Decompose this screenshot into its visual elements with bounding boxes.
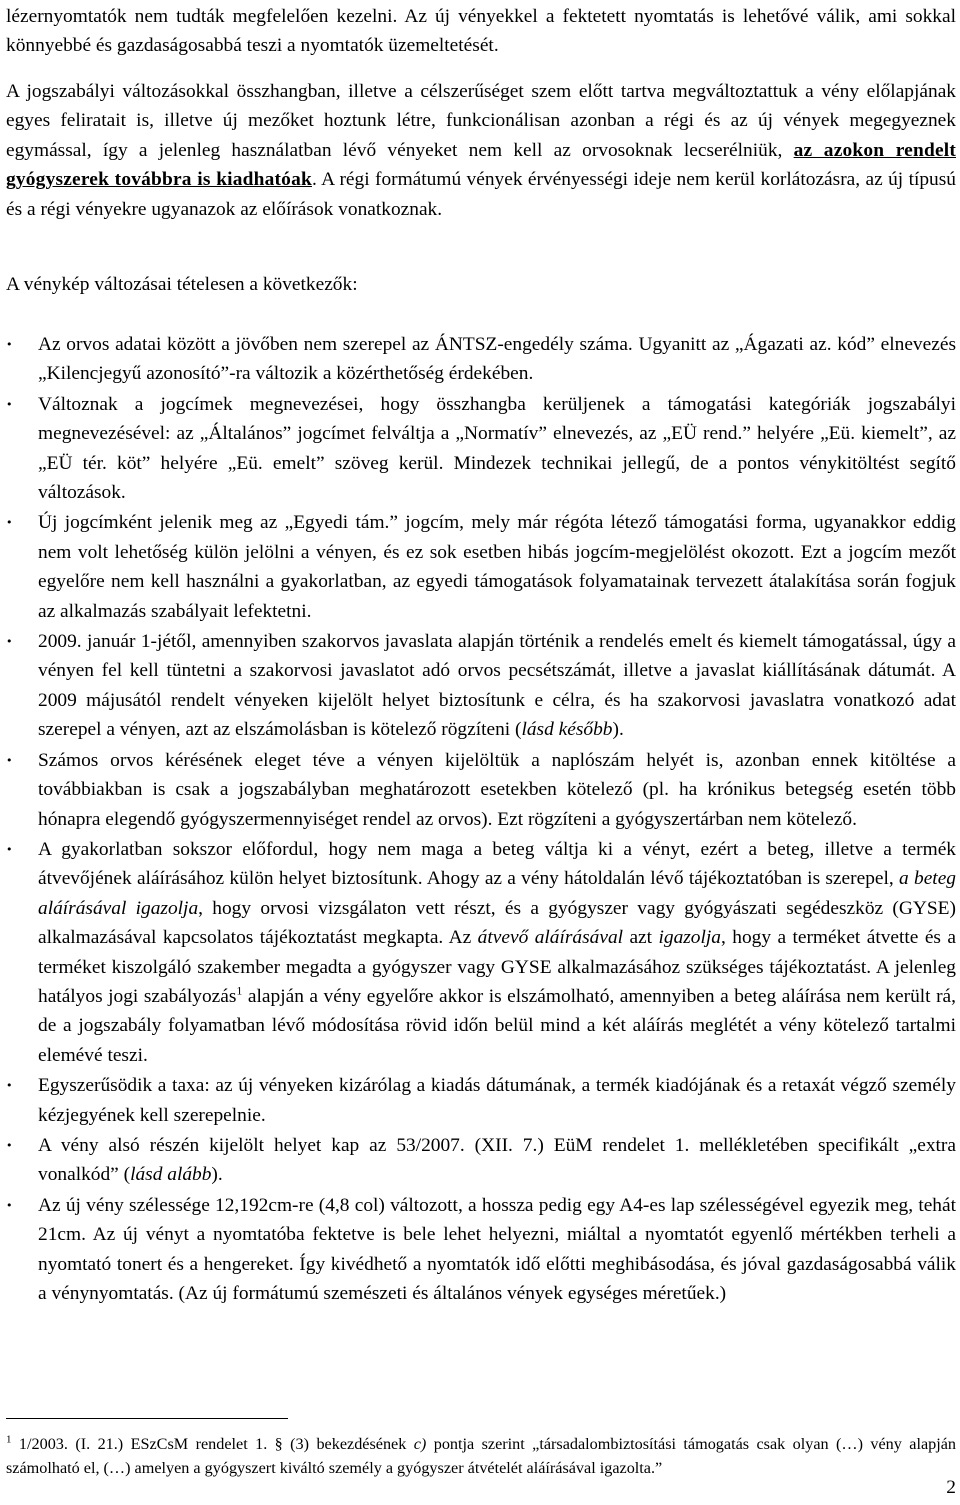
- list-item: • Egyszerűsödik a taxa: az új vényeken kizárólag a kiadás dátumának, a termék kiadójának és a retaxát végző személy kézjegyének kell szerepelnie.: [6, 1071, 956, 1130]
- list-item: • Számos orvos kérésének eleget téve a vényen kijelöltük a naplószám helyét is, azonban ennek kitöltése a továbbiakban is csak a jogszabályban meghatározott esetekben kötelező (pl. ha krónikus betegség esetén több hónapra elegendő gyógyszermennyiséget rendel az orvos). Ezt rögzíteni a gyógyszertárban nem kötelező.: [6, 746, 956, 834]
- list-item: • 2009. január 1-jétől, amennyiben szakorvos javaslata alapján történik a rendelés emelt és kiemelt támogatással, úgy a vényen fel kell tüntetni a szakorvosi javaslatot adó orvos pecsétszámát, illetve a javaslat kiállításának dátumát. A 2009 májusától rendelt vényeken kijelölt helyet biztosítunk e célra, és ha szakorvosi javaslatra vonatkozó adat szerepel a vényen, azt az elszámolásban is kötelező rögzíteni (lásd később).: [6, 627, 956, 745]
- footnote-number: 1: [6, 1433, 12, 1446]
- footnote-reference[interactable]: 1: [236, 983, 243, 998]
- bullet-icon: •: [6, 1198, 13, 1212]
- bullet-icon: •: [6, 753, 13, 767]
- bullet-icon: •: [6, 397, 13, 411]
- emphasized-phrase: az azokon rendelt gyógyszerek továbbra is kiadhatóak: [6, 139, 956, 191]
- changes-list: [6, 330, 956, 1309]
- list-item: • Új jogcímként jelenik meg az „Egyedi tám.” jogcím, mely már régóta létező támogatási forma, ugyanakkor eddig nem volt lehetőség külön jelölni a vényen, és ez sok esetben hibás jogcím-megjelölést okozott. Ezt a jogcím mezőt egyelőre nem kell használni a gyakorlatban, az egyedi támogatások folyamatainak tervezett átalakítása során fogjuk az alkalmazás szabályait lefektetni.: [6, 508, 956, 626]
- footnote: $^1$ 1/2003. (I. 21.) ESzCsM rendelet 1. § (3) bekezdésének c) pontja szerint „társadalombiztosítási támogatás csak olyan (…) vény alapján számolható el, (…) amelyen a gyógyszert kiváltó személy a gyógyszer átvételét aláírásával igazolta.”: [6, 1433, 956, 1477]
- paragraph-intro-continuation: lézernyomtatók nem tudták megfelelően kezelni. Az új vényekkel a fektetett nyomtatás is lehetővé válik, ami sokkal könnyebbé és gazdaságosabbá teszi a nyomtatók üzemeltetését.: [6, 6, 956, 57]
- paragraph-legal-changes: A jogszabályi változásokkal összhangban, illetve a célszerűséget szem előtt tartva megváltoztattuk a vény előlapjának egyes feliratait is, illetve új mezőket hoztunk létre, funkcionálisan azonban a régi és az új vények megegyeznek egymással, így a jelenleg használatban lévő vényeket nem kell az orvosoknak lecserélniük, az azokon rendelt gyógyszerek továbbra is kiadhatóak. A régi formátumú vények érvényességi ideje nem kerül korlátozásra, az új típusú és a régi vényekre ugyanazok az előírások vonatkoznak.: [6, 81, 956, 220]
- list-item: • A gyakorlatban sokszor előfordul, hogy nem maga a beteg váltja ki a vényt, ezért a beteg, illetve a termék átvevőjének aláírásához külön helyet biztosítunk. Ahogy az a vény hátoldalán lévő tájékoztatóban is szerepel, a beteg aláírásával igazolja, hogy orvosi vizsgálaton vett részt, és a gyógyszer vagy gyógyászati segédeszköz (GYSE) alkalmazásával kapcsolatos tájékoztatást megkapta. Az átvevő aláírásával azt igazolja, hogy a terméket átvette és a terméket kiszolgáló szakember megadta a gyógyszer vagy GYSE alkalmazásához szükséges tájékoztatást. A jelenleg hatályos jogi szabályozás$^1$ alapján a vény egyelőre akkor is elszámolható, amennyiben a beteg aláírása nem került rá, de a jogszabály folyamatban lévő módosítása rövid időn belül mind a két aláírás meglétét a vény kötelező tartalmi elemévé teszi.: [6, 835, 956, 1070]
- list-item: • Az új vény szélessége 12,192cm-re (4,8 col) változott, a hossza pedig egy A4-es lap szélességével egyezik meg, tehát 21cm. Az új vényt a nyomtatóba fektetve is bele lehet helyezni, miáltal a nyomtatót egyenlő mértékben terheli a nyomtató tonert és a hengereket. Így kivédhető a nyomtatók idő előtti meghibásodása, és jóval gazdaságosabbá válik a vénynyomtatás. (Az új formátumú szemészeti és általános vények egységes méretűek.): [6, 1191, 956, 1309]
- bullet-icon: •: [6, 635, 13, 649]
- list-item: • Az orvos adatai között a jövőben nem szerepel az ÁNTSZ-engedély száma. Ugyanitt az „Ágazati az. kód” elnevezés „Kilencjegyű azonosító”-ra változik a közérthetőség érdekében.: [6, 330, 956, 389]
- list-item: • Változnak a jogcímek megnevezései, hogy összhangba kerüljenek a támogatási kategóriák jogszabályi megnevezésével: az „Általános” jogcímet felváltja a „Normatív” elnevezés, az „EÜ rend.” helyére „Eü. kiemelt”, az „EÜ tér. köt” helyére „Eü. emelt” szöveg kerül. Mindezek technikai jellegű, de a pontos vénykitöltést segítő változások.: [6, 390, 956, 508]
- bullet-icon: •: [6, 516, 13, 530]
- paragraph-list-intro: A vénykép változásai tételesen a következők:: [6, 274, 358, 295]
- page-number: 2: [946, 1477, 956, 1498]
- list-item: • A vény alsó részén kijelölt helyet kap az 53/2007. (XII. 7.) EüM rendelet 1. mellékletében specifikált „extra vonalkód” (lásd alább).: [6, 1131, 956, 1190]
- bullet-icon: •: [6, 1079, 13, 1093]
- bullet-icon: •: [6, 338, 13, 351]
- bullet-icon: •: [6, 842, 13, 856]
- footnote-separator: [6, 1418, 288, 1419]
- bullet-icon: •: [6, 1138, 13, 1152]
